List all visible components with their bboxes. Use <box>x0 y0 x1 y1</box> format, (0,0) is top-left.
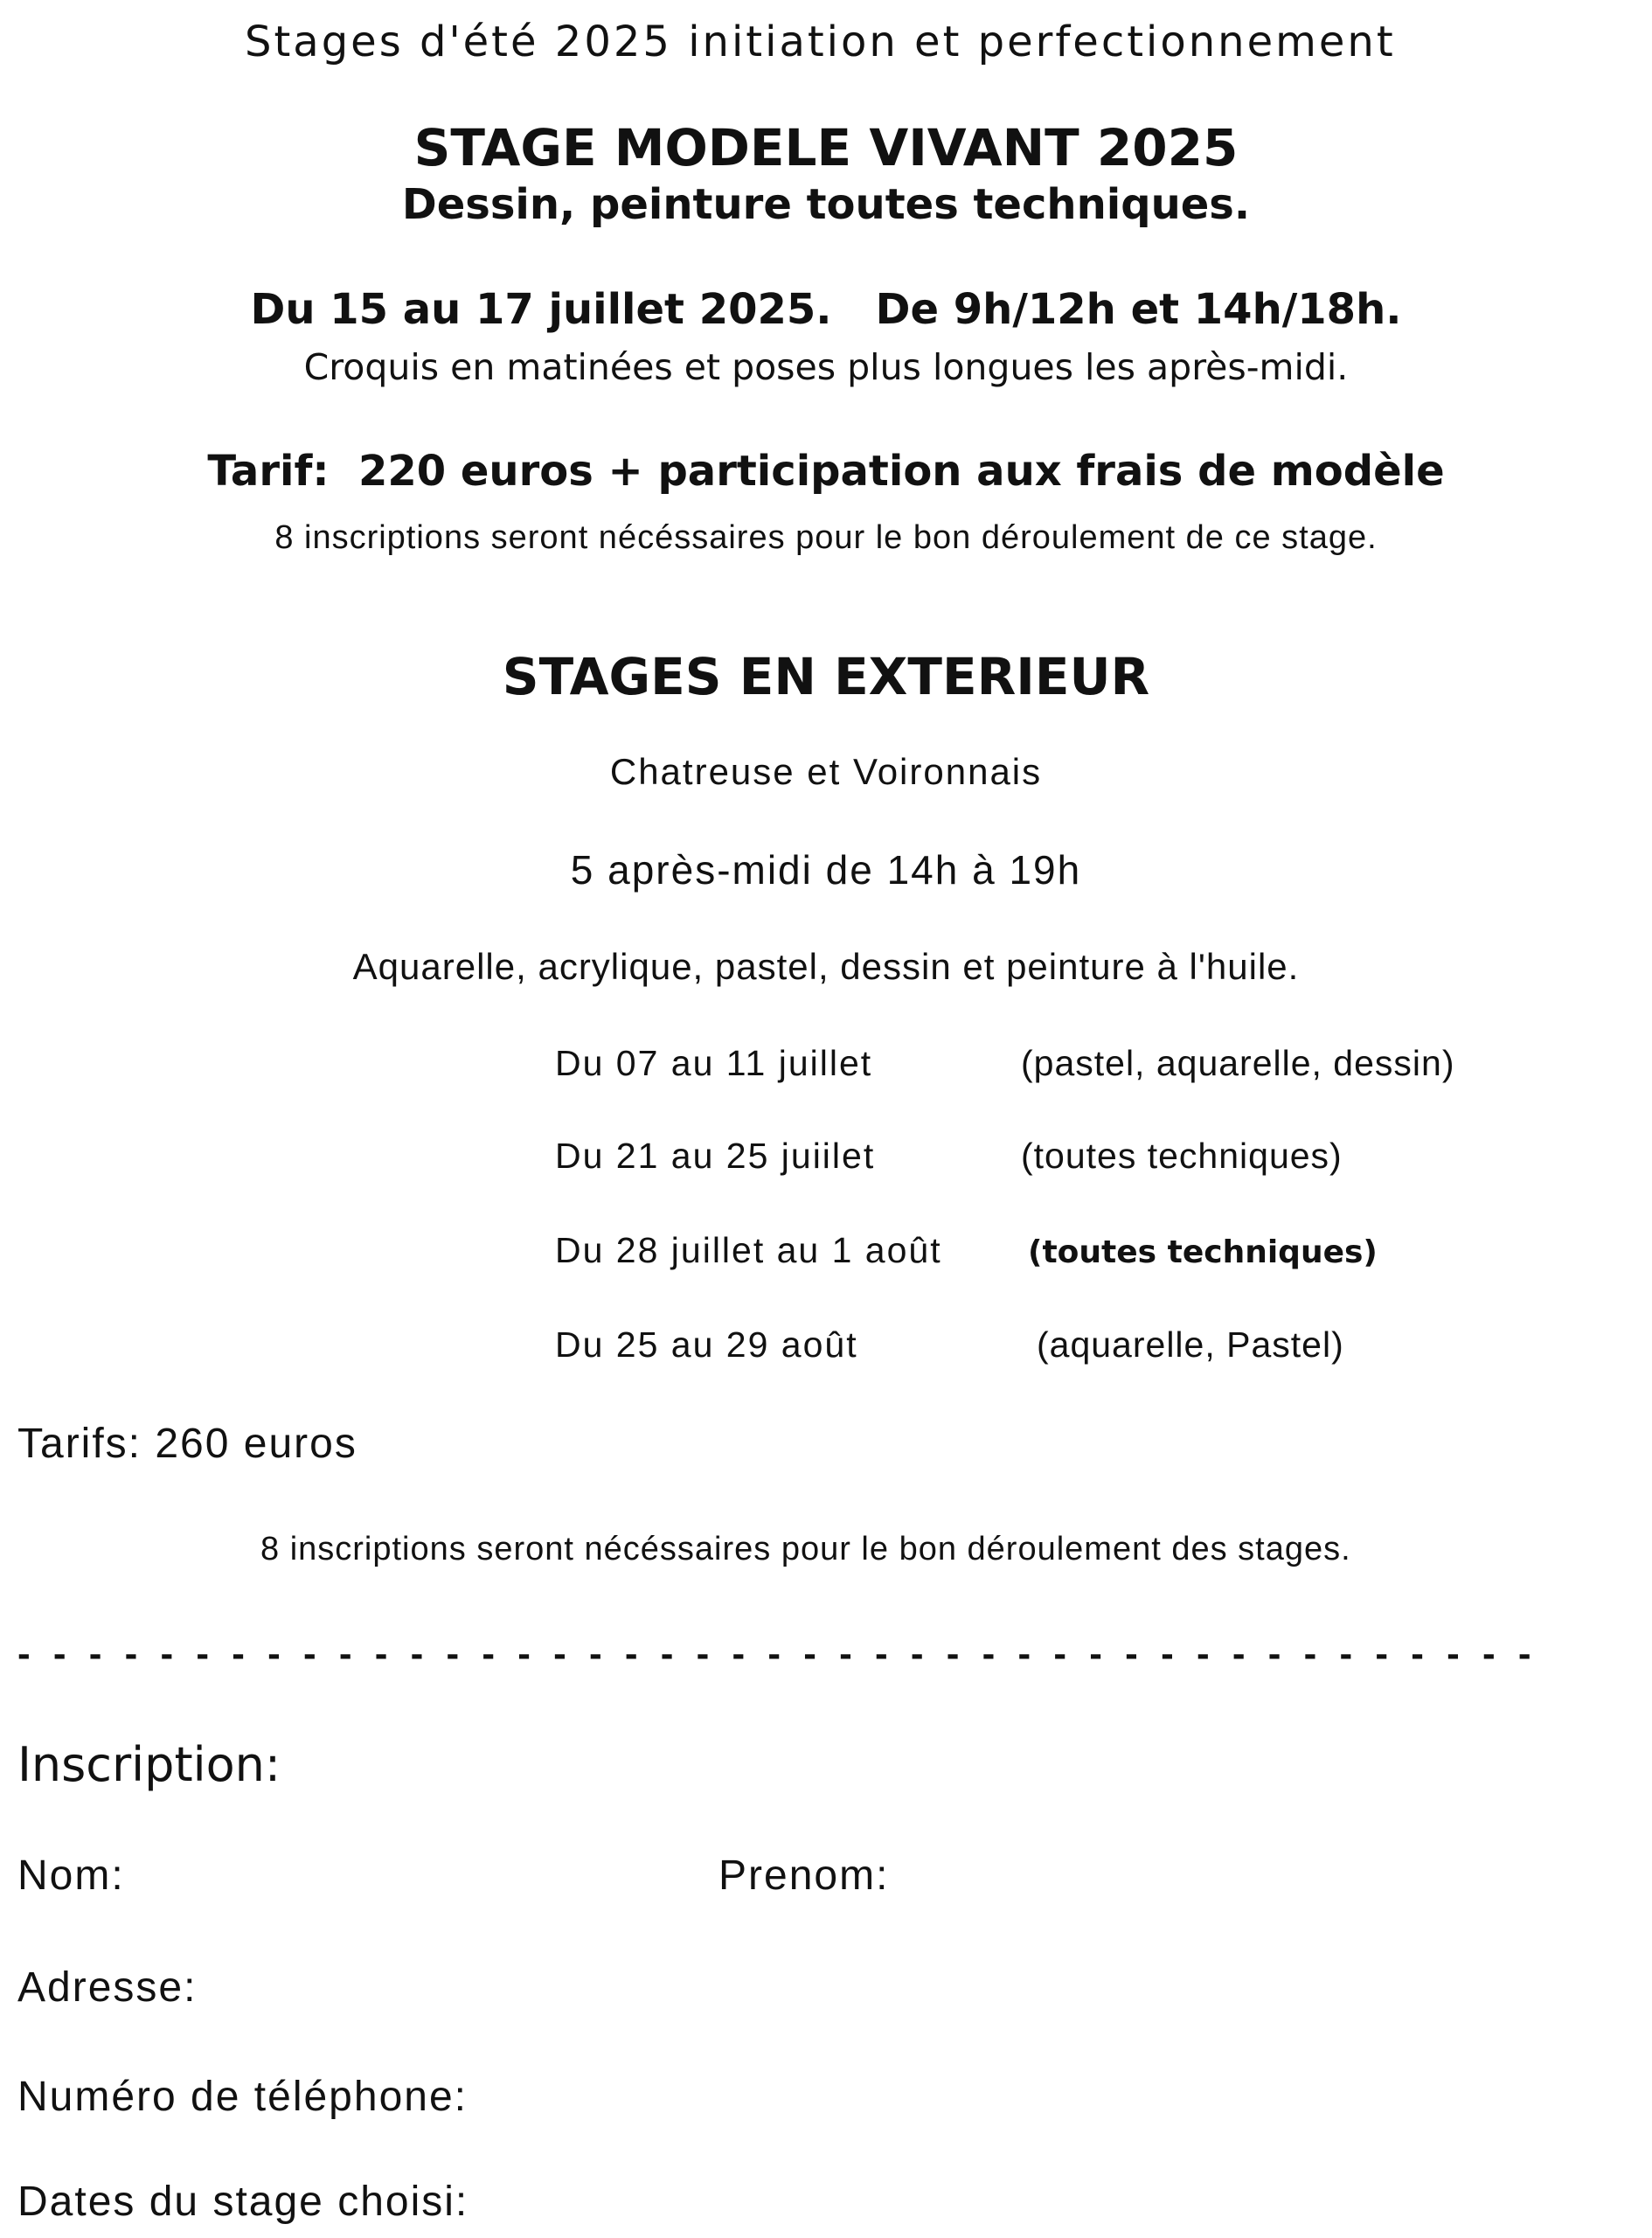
exterieur-location: Chatreuse et Voironnais <box>609 751 1043 792</box>
adresse-label: Adresse: <box>17 1964 198 2011</box>
exterieur-techniques: Aquarelle, acrylique, pastel, dessin et peinture à l'huile. <box>352 946 1300 987</box>
document-subtitle: Stages d'été 2025 initiation et perfectionnement <box>245 17 1396 66</box>
session-4-dates: Du 25 au 29 août <box>555 1324 858 1365</box>
modele-vivant-description: Croquis en matinées et poses plus longues les après-midi. <box>303 346 1349 388</box>
modele-vivant-techniques: Dessin, peinture toutes techniques. <box>401 180 1251 229</box>
session-2-techniques: (toutes techniques) <box>1021 1136 1343 1176</box>
session-2-dates: Du 21 au 25 juiilet <box>555 1136 876 1176</box>
modele-vivant-title: STAGE MODELE VIVANT 2025 <box>413 118 1239 177</box>
dates-stage-label: Dates du stage choisi: <box>17 2179 469 2225</box>
modele-vivant-dates: Du 15 au 17 juillet 2025. De 9h/12h et 14h/18h. <box>250 285 1402 334</box>
session-1-techniques: (pastel, aquarelle, dessin) <box>1021 1043 1455 1083</box>
session-1-dates: Du 07 au 11 juillet <box>555 1043 873 1083</box>
modele-vivant-tarif: Tarif: 220 euros + participation aux frais de modèle <box>207 447 1445 496</box>
inscription-heading: Inscription: <box>17 1737 281 1792</box>
exterieur-inscriptions-note: 8 inscriptions seront nécéssaires pour le bon déroulement des stages. <box>260 1531 1351 1567</box>
nom-label: Nom: <box>17 1852 125 1899</box>
session-3-dates: Du 28 juillet au 1 août <box>555 1230 942 1270</box>
telephone-label: Numéro de téléphone: <box>17 2074 468 2120</box>
session-3-techniques: (toutes techniques) <box>1028 1234 1378 1270</box>
dashed-separator: - - - - - - - - - - - - - - - - - - - - - - - - - - - - - - - - - - - - - - - - - - - <box>17 1632 1537 1675</box>
exterieur-tarifs: Tarifs: 260 euros <box>17 1421 357 1467</box>
session-4-techniques: (aquarelle, Pastel) <box>1037 1324 1344 1365</box>
exterieur-title: STAGES EN EXTERIEUR <box>502 647 1150 706</box>
exterieur-schedule: 5 après-midi de 14h à 19h <box>570 847 1082 893</box>
modele-vivant-inscriptions-note: 8 inscriptions seront nécéssaires pour le bon déroulement de ce stage. <box>274 519 1378 556</box>
prenom-label: Prenom: <box>718 1852 890 1899</box>
